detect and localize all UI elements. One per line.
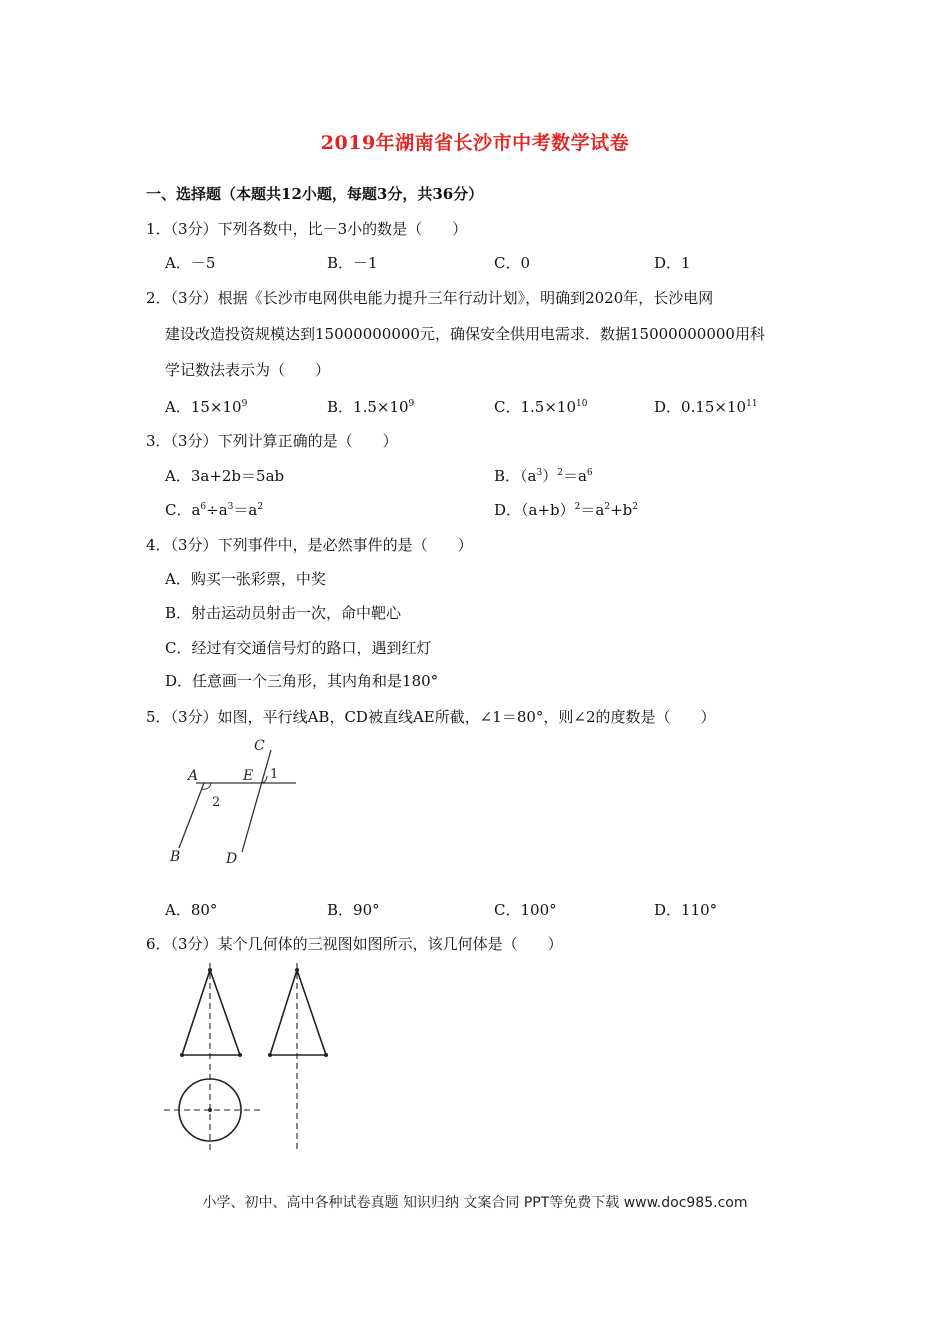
label-angle-2: 2 [212,795,221,810]
label-d: D [226,851,238,867]
question-4-option-c: C．经过有交通信号灯的路口，遇到红灯 [165,639,432,657]
question-2-stem-line-3: 学记数法表示为（ ） [165,361,331,379]
question-4-option-d: D．任意画一个三角形，其内角和是180° [165,672,439,690]
question-1-option-a: A．－5 [165,254,216,272]
page-title: 2019年湖南省长沙市中考数学试卷 [320,132,630,154]
question-2-stem-line-1: 2．（3分）根据《长沙市电网供电能力提升三年行动计划》，明确到2020年，长沙电网 [146,289,714,307]
question-5-option-a: A．80° [165,901,218,919]
question-5-option-d: D．110° [654,901,718,919]
question-1-option-b: B．－1 [327,254,378,272]
question-2-option-c: C．$1.5\times 10^{10}$ [494,398,588,416]
question-3-option-b: B．$(a^3)^2=a^6$ [494,467,593,485]
page-footer: 小学、初中、高中各种试卷真题 知识归纳 文案合同 PPT等免费下载 www.doc985.com [202,1195,748,1211]
question-2-option-b: B．$1.5\times 10^9$ [327,398,415,416]
label-a: A [188,768,199,784]
label-c: C [254,738,265,754]
section-heading: 一、选择题（本题共12小题，每题3分，共36分） [146,185,484,203]
question-2-option-a: A．$15\times 10^9$ [165,398,248,416]
line-ab [179,783,204,848]
question-2-option-d: D．$0.15\times 10^{11}$ [654,398,758,416]
question-3-option-a: A．3a+2b＝5ab [165,467,285,485]
question-1-option-d: D．1 [654,254,691,272]
question-1-option-c: C．0 [494,254,531,272]
question-1-stem: 1．（3分）下列各数中，比－3小的数是（ ） [146,220,468,238]
question-5-stem: 5．（3分）如图，平行线AB，CD被直线AE所截，∠1＝80°，则∠2的度数是（ ） [146,708,716,726]
label-angle-1: 1 [270,767,279,782]
label-e: E [243,768,254,784]
question-3-option-c: C．$a^6\div a^3=a^2$ [165,501,264,519]
question-4-option-a: A．购买一张彩票，中奖 [165,570,326,588]
question-4-stem: 4．（3分）下列事件中，是必然事件的是（ ） [146,536,473,554]
question-4-option-b: B．射击运动员射击一次，命中靶心 [165,604,402,622]
side-view [268,963,328,1150]
question-2-stem-line-2: 建设改造投资规模达到15000000000元，确保安全供用电需求．数据15000000000用科 [165,325,765,343]
question-5-option-c: C．100° [494,901,557,919]
three-view-figure [160,960,350,1155]
question-3-option-d: D．$(a+b)^2=a^2+b^2$ [494,501,638,519]
top-view [164,1064,260,1150]
front-view [180,963,242,1061]
line-cd [242,750,271,852]
parallel-lines-figure [160,730,310,870]
label-b: B [170,849,181,865]
question-3-stem: 3．（3分）下列计算正确的是（ ） [146,432,398,450]
question-6-stem: 6．（3分）某个几何体的三视图如图所示，该几何体是（ ） [146,935,563,953]
question-5-option-b: B．90° [327,901,380,919]
